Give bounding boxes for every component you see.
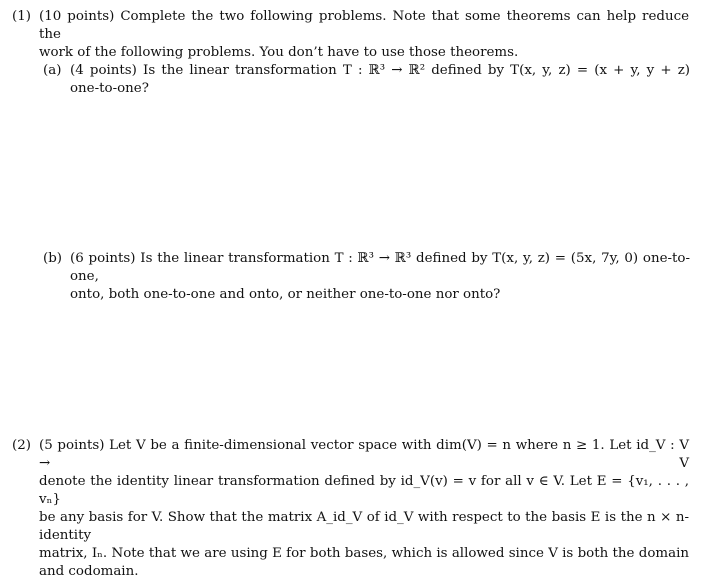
problem-1b-label: (b) xyxy=(43,251,63,266)
problem-2-line-3: be any basis for V. Show that the matrix A_id_V of id_V with respect to the basis E is the n × n-identity xyxy=(39,510,689,543)
problem-1a-line-1: (4 points) Is the linear transformation T : ℝ³ → ℝ² defined by T(x, y, z) = (x + y, y + z) xyxy=(70,63,690,78)
problem-1b-line-1: (6 points) Is the linear transformation T : ℝ³ → ℝ³ defined by T(x, y, z) = (5x, 7y, 0) one-to-one, xyxy=(70,251,690,284)
problem-1-statement xyxy=(39,8,689,62)
problem-1b-statement xyxy=(70,250,690,304)
problem-2-line-5: and codomain. xyxy=(39,564,139,579)
problem-1a-statement xyxy=(70,62,690,98)
problem-2-line-2: denote the identity linear transformation defined by id_V(v) = v for all v ∈ V. Let E = {v₁, . . . , vₙ} xyxy=(39,474,689,507)
problem-1a-line-2: one-to-one? xyxy=(70,81,149,96)
problem-2-line-1: (5 points) Let V be a finite-dimensional vector space with dim(V) = n where n ≥ 1. Let id_V : V → V xyxy=(39,438,689,471)
problem-1b-line-2: onto, both one-to-one and onto, or neither one-to-one nor onto? xyxy=(70,287,501,302)
problem-1a-label: (a) xyxy=(43,63,62,78)
problem-1-number: (1) xyxy=(12,9,31,24)
problem-1-line-1: (10 points) Complete the two following problems. Note that some theorems can help reduce the xyxy=(39,9,689,42)
problem-2-number: (2) xyxy=(12,438,31,453)
problem-1-line-2: work of the following problems. You don’t have to use those theorems. xyxy=(39,45,519,60)
problem-2-line-4: matrix, Iₙ. Note that we are using E for both bases, which is allowed since V is both the domain xyxy=(39,546,689,561)
problem-2-statement xyxy=(39,437,689,581)
